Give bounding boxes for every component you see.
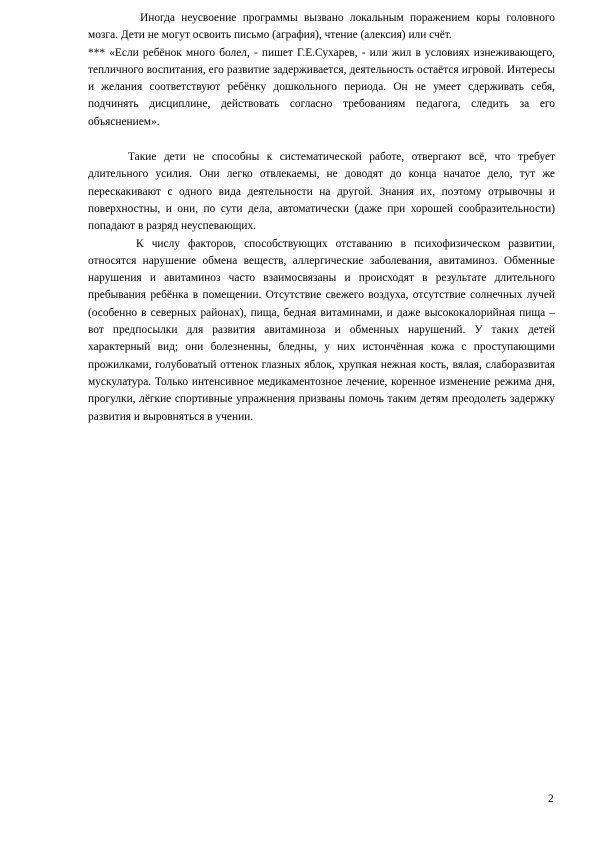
paragraph-such-children: Такие дети не способны к систематической работе, отвергают всё, что требует длительного усилия. Они легко отвлекаемы, не доводят до конца начатое дело, тут же перескакивают с одного вида деятельности на другой. Знания их, поэтому отрывочны и поверхностны, и они, по сути дела, автоматически (даже при хорошей сообразительности) попадают в разряд неуспевающих. [88,151,555,233]
paragraph-local-lesion: Иногда неусвоение программы вызвано локальным поражением коры головного мозга. Дети не могут освоить письмо (аграфия), чтение (алексия) или счёт. [88,12,555,42]
paragraph-sukharev-quote: *** «Если ребёнок много болел, - пишет Г.Е.Сухарев, - или жил в условиях изнеживающего, тепличного воспитания, его развитие задерживается, деятельность остаётся игровой. Интересы и желания соответствуют ребёнку дошкольного периода. Он не умеет сдерживать себя, подчинять дисциплине, действовать согласно требованиям педагога, следить за его объяснением». [88,46,555,128]
page-number: 2 [548,793,554,805]
paragraph-factors: К числу факторов, способствующих отставанию в психофизическом развитии, относятся нарушение обмена веществ, аллергические заболевания, авитаминоз. Обменные нарушения и авитаминоз часто взаимосвязаны и происходят в результате длительного пребывания ребёнка в помещении. Отсутствие свежего воздуха, отсутствие солнечных лучей (особенно в северных районах), пища, бедная витаминами, и даже высококалорийная пища – вот предпосылки для развития авитаминоза и обменных нарушений. У таких детей характерный вид; они болезненны, бледны, у них истончённая кожа с проступающими прожилками, голубоватый оттенок глазных яблок, хрупкая нежная кость, вялая, слаборазвитая мускулатура. Только интенсивное медикаментозное лечение, коренное изменение режима дня, прогулки, лёгкие спортивные упражнения призваны помочь таким детям преодолеть задержку развития и выровняться в учении. [88,237,555,423]
document-body [88,10,555,426]
paragraph-spacer [88,131,555,149]
